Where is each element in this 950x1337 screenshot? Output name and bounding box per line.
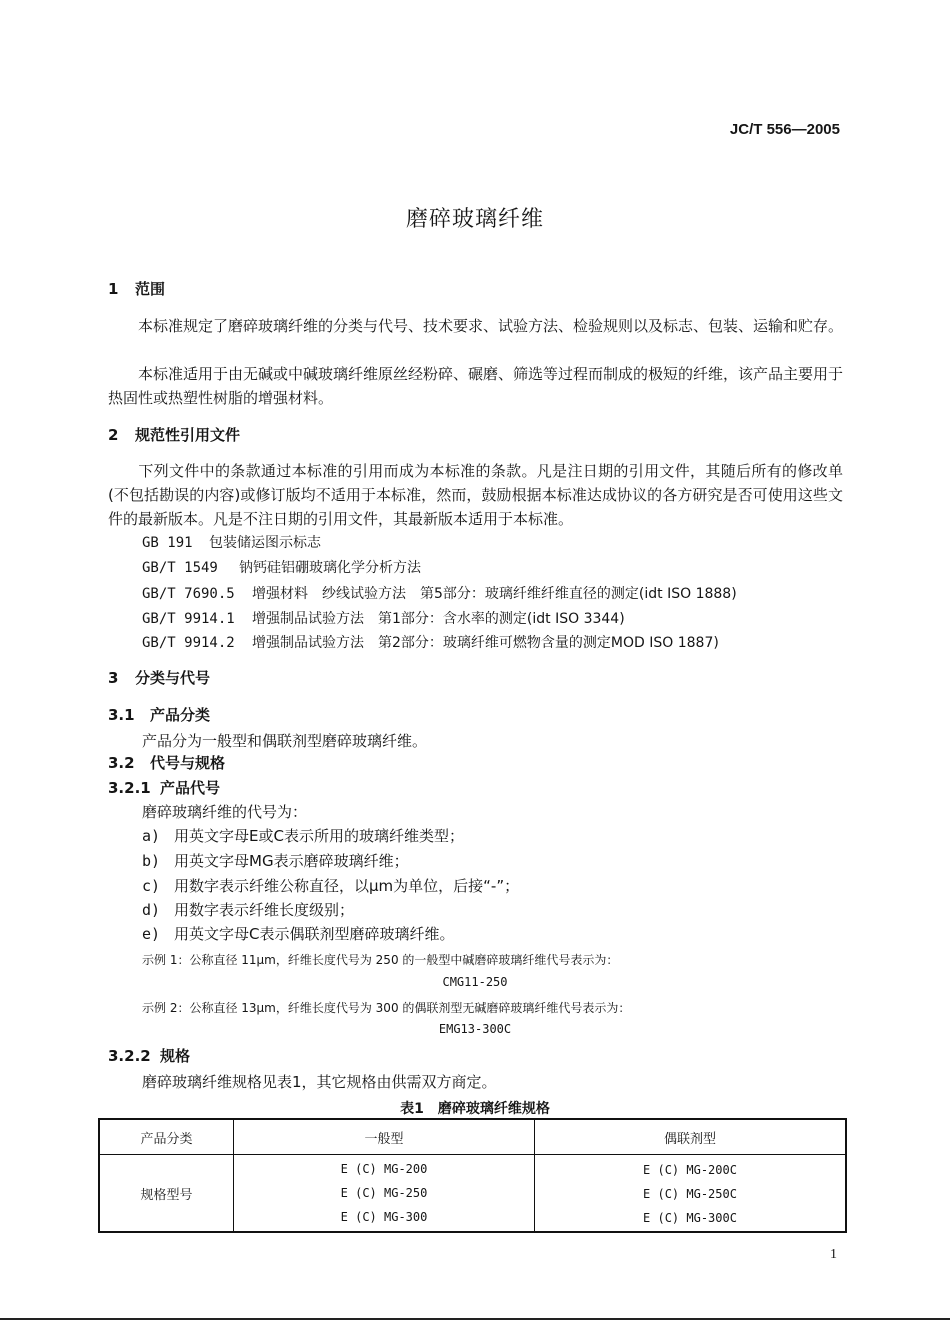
section-number: 3 [108,669,119,687]
list-text: 用英文字母E或C表示所用的玻璃纤维类型； [174,827,464,845]
list-text: 用英文字母MG表示磨碎玻璃纤维； [174,852,409,870]
reference-code: GB/T 7690.5 [142,586,235,602]
example-text: 示例 2：公称直径 13μm，纤维长度代号为 300 的偶联剂型无碱磨碎玻璃纤维代号表示为： [142,1001,631,1015]
reference-title: 包装储运图示标志 [209,535,321,551]
paragraph: 磨碎玻璃纤维规格见表1，其它规格由供需双方商定。 [142,1073,497,1091]
list-label: c) [142,877,161,895]
list-label: b) [142,852,161,870]
section-number: 3.2 [108,754,135,772]
list-text: 用数字表示纤维长度级别； [174,901,355,919]
list-item [142,899,354,920]
table-header-cell: 一般型 [234,1119,535,1155]
reference-code: GB/T 9914.1 [142,611,235,627]
example-code: CMG11-250 [442,975,508,989]
reference-title: 增强材料 纱线试验方法 第5部分：玻璃纤维纤维直径的测定(idt ISO 1888) [252,586,737,602]
table-caption: 表1 磨碎玻璃纤维规格 [400,1101,550,1117]
reference-title: 增强制品试验方法 第2部分：玻璃纤维可燃物含量的测定MOD ISO 1887) [252,635,719,651]
table-row-label: 规格型号 [99,1155,234,1233]
example-text: 示例 1：公称直径 11μm，纤维长度代号为 250 的一般型中碱磨碎玻璃纤维代号表示为： [142,953,619,967]
paragraph [108,314,843,338]
example-code: EMG13-300C [438,1022,512,1036]
section-title: 产品分类 [150,706,211,724]
table-cell-coupling [535,1155,847,1233]
section-number: 3.2.1 [108,779,151,797]
table-cell-general [234,1155,535,1233]
reference-item [142,608,625,628]
subsection-3-2-2-heading [108,1045,190,1066]
reference-code: GB/T 1549 [142,560,218,576]
paragraph-text: 下列文件中的条款通过本标准的引用而成为本标准的条款。凡是注日期的引用文件，其随后所有的修改单(不包括勘误的内容)或修订版均不适用于本标准，然而，鼓励根据本标准达成协议的各方研究是否可使用这些文件的最新版本。凡是不注日期的引用文件，其最新版本适用于本标准。 [108,462,843,528]
section-1-heading [108,278,165,299]
list-item [142,875,519,896]
section-title: 规格 [160,1047,191,1065]
paragraph-text: 本标准规定了磨碎玻璃纤维的分类与代号、技术要求、试验方法、检验规则以及标志、包装、运输和贮存。 [138,317,844,335]
reference-item [142,532,321,552]
table-row [99,1155,846,1233]
section-3-heading [108,667,210,688]
spec-code: E (C) MG-250C [643,1187,737,1201]
reference-code: GB/T 9914.2 [142,635,235,651]
reference-code: GB 191 [142,535,193,551]
list-label: a) [142,827,161,845]
paragraph: 产品分为一般型和偶联剂型磨碎玻璃纤维。 [142,732,428,750]
page-number: 1 [830,1247,837,1262]
spec-code: E (C) MG-250 [340,1186,428,1200]
paragraph [108,362,843,410]
reference-item [142,557,421,577]
section-title: 分类与代号 [135,669,211,687]
list-text: 用数字表示纤维公称直径，以μm为单位，后接“-”； [174,877,520,895]
list-item [142,850,409,871]
section-2-heading [108,424,240,445]
spec-table [98,1118,847,1233]
subsection-3-2-1-heading [108,777,220,798]
list-text: 用英文字母C表示偶联剂型磨碎玻璃纤维。 [174,925,455,943]
section-title: 规范性引用文件 [135,426,241,444]
paragraph [108,459,843,531]
document-number: JC/T 556—2005 [729,121,840,138]
list-label: e) [142,925,161,943]
reference-title: 钠钙硅铝硼玻璃化学分析方法 [239,560,421,576]
table-header-row [99,1119,846,1155]
section-number: 3.2.2 [108,1047,151,1065]
reference-item [142,583,737,603]
list-label: d) [142,901,161,919]
table-header-cell: 偶联剂型 [535,1119,847,1155]
table-header-cell: 产品分类 [99,1119,234,1155]
section-title: 产品代号 [160,779,221,797]
section-title: 范围 [135,280,166,298]
section-number: 1 [108,280,119,298]
reference-title: 增强制品试验方法 第1部分：含水率的测定(idt ISO 3344) [252,611,625,627]
spec-code: E (C) MG-200 [340,1162,428,1176]
subsection-3-1-heading [108,704,210,725]
section-number: 2 [108,426,119,444]
paragraph-text: 本标准适用于由无碱或中碱玻璃纤维原丝经粉碎、碾磨、筛选等过程而制成的极短的纤维，该产品主要用于热固性或热塑性树脂的增强材料。 [108,365,844,407]
section-title: 代号与规格 [150,754,226,772]
paragraph: 磨碎玻璃纤维的代号为： [142,803,308,821]
spec-code: E (C) MG-300 [340,1210,428,1224]
list-item [142,923,454,944]
reference-item [142,632,719,652]
spec-code: E (C) MG-200C [643,1163,737,1177]
section-number: 3.1 [108,706,135,724]
page-bottom-border [0,1318,950,1320]
list-item [142,825,464,846]
subsection-3-2-heading [108,752,225,773]
page-title: 磨碎玻璃纤维 [405,207,544,232]
spec-code: E (C) MG-300C [643,1211,737,1225]
